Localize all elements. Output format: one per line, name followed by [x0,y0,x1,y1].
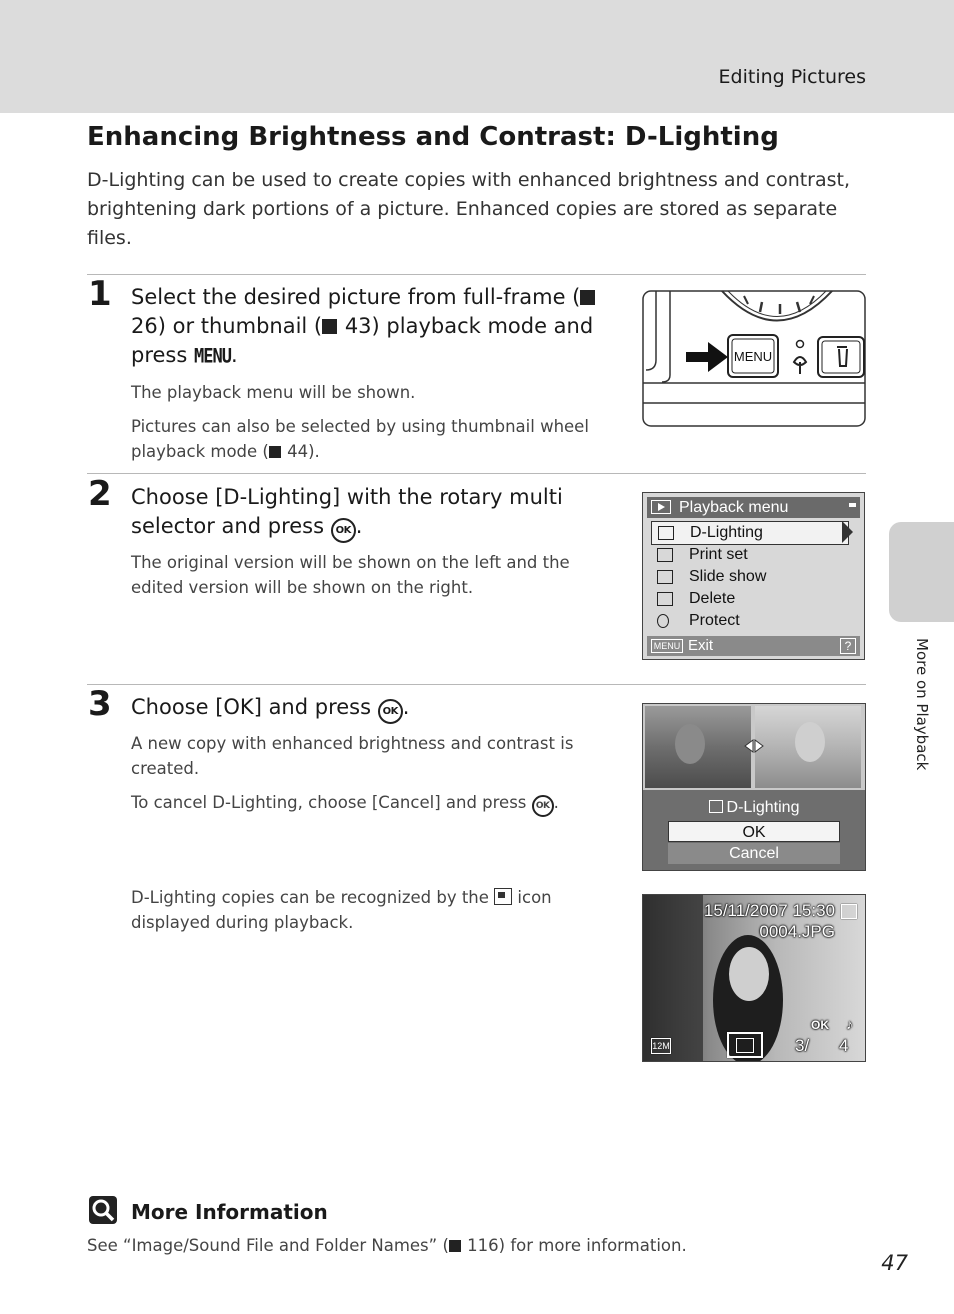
divider [87,274,866,275]
dialog-title-text: D-Lighting [726,799,800,816]
menu-item-protect[interactable] [651,610,851,632]
trash-icon [657,592,673,606]
step-number: 3 [88,684,112,724]
reference-icon [449,1240,461,1252]
cancel-option[interactable]: Cancel [668,843,840,864]
ok-badge: OK [811,1018,829,1032]
more-information-body: See “Image/Sound File and Folder Names” ( [87,1236,449,1255]
d-lighting-icon [658,526,674,540]
step-3-heading [131,693,611,724]
step-3-body-text: To cancel D-Lighting, choose [Cancel] and press [131,793,532,812]
step-2-heading [131,483,611,543]
page-reference: 116 [467,1236,499,1255]
side-tab-label: More on Playback [913,638,931,771]
step-3-heading-text: . [402,695,410,719]
note-text: D-Lighting copies can be recognized by the [131,888,495,907]
d-lighting-dialog-screen [642,703,866,871]
menu-item-d-lighting[interactable] [651,521,849,545]
footer-exit-label: Exit [688,637,714,654]
ok-button-glyph: OK [378,699,403,724]
image-size-icon: 12M [651,1038,671,1054]
magnifier-icon [89,1196,117,1224]
step-1-body-text: ). [308,442,320,461]
step-2-heading-text: . [355,514,363,538]
menu-item-label: Protect [689,612,740,629]
reference-icon [580,290,595,305]
step-1-heading [131,283,611,372]
step-1-body: The playback menu will be shown. [131,383,416,402]
voice-memo-icon: ♪ [846,1016,853,1032]
d-lighting-icon [709,800,723,813]
dialog-title [643,799,865,821]
key-icon [657,614,669,628]
ok-option[interactable]: OK [668,821,840,842]
menu-item-label: Slide show [689,568,767,585]
menu-item-print-set[interactable] [651,544,851,566]
header-band [0,0,954,113]
slide-show-icon [657,570,673,584]
help-icon: ? [840,638,856,654]
page-title: Enhancing Brightness and Contrast: D-Lighting [87,122,779,152]
step-1-heading-text: . [230,343,238,367]
scroll-indicator [849,503,856,507]
menu-item-label: Print set [689,546,748,563]
menu-button-glyph: MENU [193,345,231,369]
subject-face [675,724,705,764]
print-icon [657,548,673,562]
frame-total: 4 [839,1036,849,1055]
step-1-heading-text: ) playback mode and press [131,314,594,367]
menu-footer [647,636,860,656]
camera-buttons-figure [642,290,866,427]
side-tab [889,522,954,622]
step-1-heading-text: ) or thumbnail ( [157,314,323,338]
more-information-text [87,1236,687,1255]
more-information-body: ) for more information. [498,1236,687,1255]
playback-screen [642,894,866,1062]
page-number: 47 [881,1251,908,1275]
step-1-heading-text: Select the desired picture from full-frame ( [131,285,581,309]
subject-face [729,947,769,1001]
d-lighting-icon [494,888,512,905]
step-number: 2 [88,474,112,514]
menu-item-delete[interactable] [651,588,851,610]
ok-button-glyph: OK [331,518,356,543]
menu-item-label: D-Lighting [690,524,763,541]
reference-icon [269,446,281,458]
step-3-heading-text: Choose [OK] and press [131,695,378,719]
intro-paragraph: D-Lighting can be used to create copies with enhanced brightness and contrast, brightening dark portions of a picture. Enhanced copies are stored as separate files. [87,169,851,249]
step-3-body-text: . [553,793,559,812]
step-2-heading-text: Choose [D-Lighting] with the rotary multi selector and press [131,485,563,538]
menu-button-label: MENU [733,349,773,364]
playback-icon [651,500,671,514]
divider [87,473,866,474]
playback-menu-screen [642,492,865,660]
internal-memory-icon [841,904,857,919]
frame-current: 3/ [795,1036,810,1055]
step-3-body: A new copy with enhanced brightness and contrast is created. [131,734,574,778]
subject-face [795,722,825,762]
reference-icon [322,319,337,334]
page-reference: 26 [131,314,158,338]
selection-arrow-icon [842,521,853,543]
menu-title: Playback menu [679,499,789,516]
step-2-body: The original version will be shown on the left and the edited version will be shown on the right. [131,553,570,597]
original-photo [645,706,751,788]
menu-item-slide-show[interactable] [651,566,851,588]
more-information-icon [89,1196,117,1224]
section-label: Editing Pictures [718,66,866,88]
menu-title-bar [647,497,860,518]
step-3-body-2 [131,790,611,817]
step-number: 1 [88,274,112,314]
compare-arrow-icon [743,738,765,754]
menu-item-label: Delete [689,590,736,607]
step-1-body-2 [131,414,611,464]
step-1-body-text: Pictures can also be selected by using thumbnail wheel playback mode ( [131,417,589,461]
page-reference: 43 [344,314,372,338]
date-time: 15/11/2007 15:30 [703,901,835,920]
window-frame [643,895,703,1061]
more-information-title: More Information [131,1200,328,1224]
file-name: 0004.JPG [759,922,835,941]
page-reference: 44 [287,442,309,461]
ok-button-glyph: OK [532,795,554,817]
note-text: icon displayed during playback. [131,888,552,932]
d-lighting-note [131,885,611,935]
footer-menu-icon: MENU [651,639,683,653]
divider [87,684,866,685]
d-lighting-icon [736,1038,754,1053]
edited-photo [755,706,861,788]
